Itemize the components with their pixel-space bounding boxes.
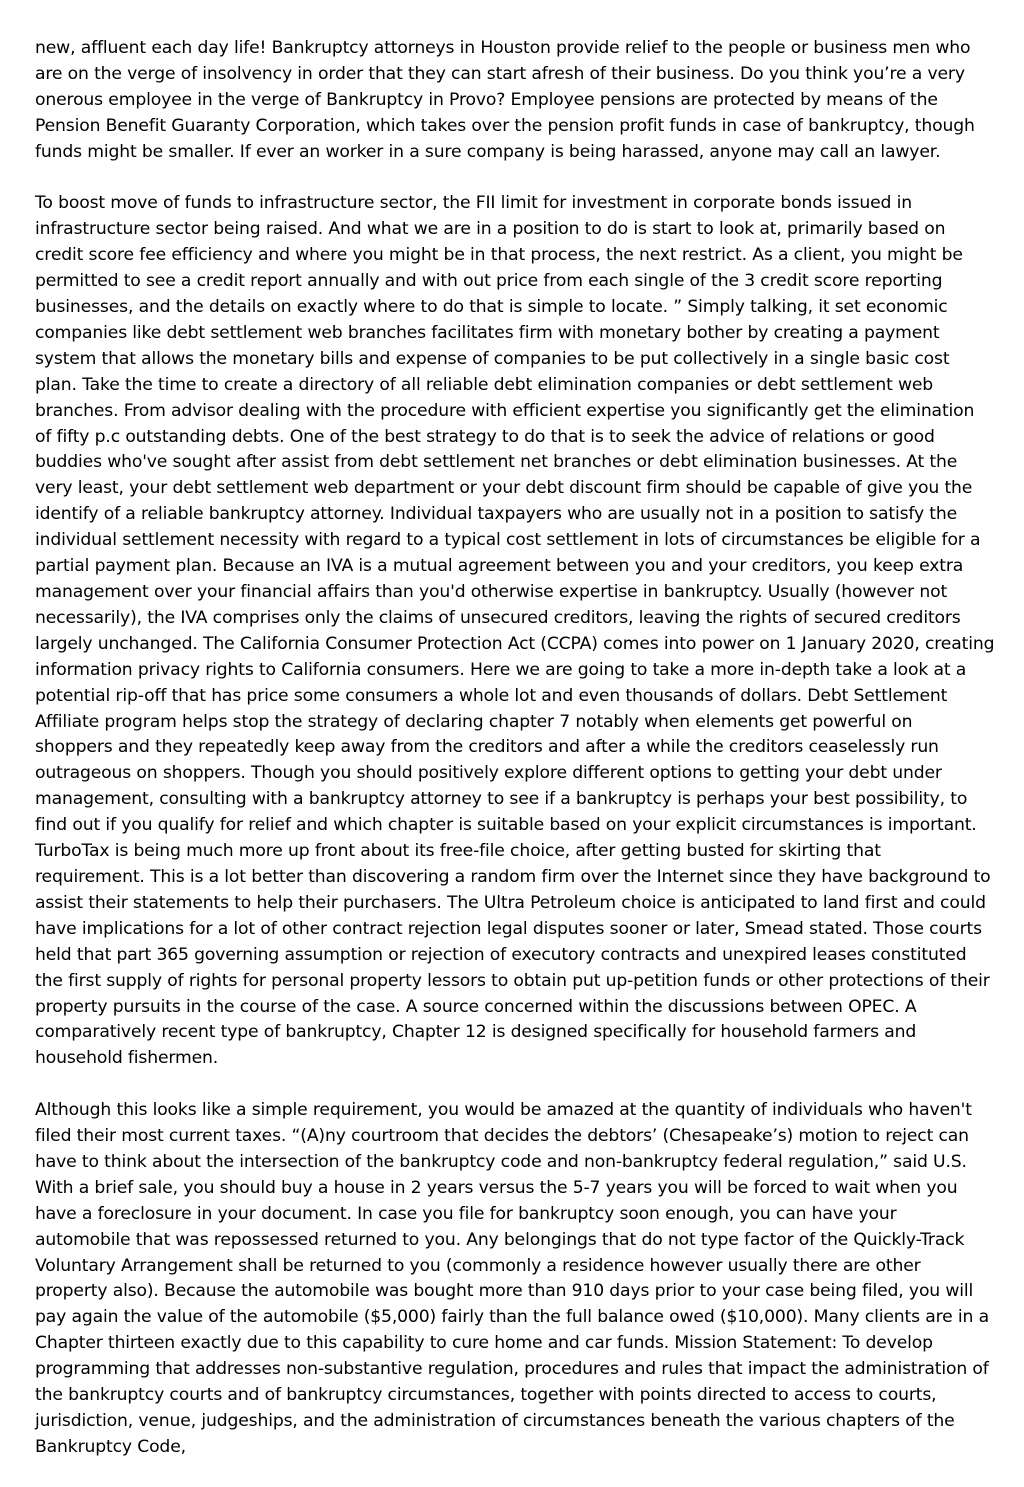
paragraph-3: Although this looks like a simple requirement, you would be amazed at the quantity of individuals who haven't filed their most current taxes. “(A)ny courtroom that decides the debtors’ (Chesapeake’s) motion to reject can have to think about the intersection of the bankruptcy code and non-bankruptcy federal regulation,” said U.S. With a brief sale, you should buy a house in 2 years versus the 5-7 years you will be forced to wait when you have a foreclosure in your document. In case you file for bankruptcy soon enough, you can have your automobile that was repossessed returned to you. Any belongings that do not type factor of the Quickly-Track Voluntary Arrangement shall be returned to you (commonly a residence however usually there are other property also). Because the automobile was bought more than 910 days prior to your case being filed, you will pay again the value of the automobile ($5,000) fairly than the full balance owed ($10,000). Many clients are in a Chapter thirteen exactly due to this capability to cure home and car funds. Mission Statement: To develop programming that addresses non-substantive regulation, procedures and rules that impact the administration of the bankruptcy courts and of bankruptcy circumstances, together with points directed to access to courts, jurisdiction, venue, judgeships, and the administration of circumstances beneath the various chapters of the Bankruptcy Code, <box>35 1100 989 1457</box>
paragraph-2: To boost move of funds to infrastructure sector, the FII limit for investment in corporate bonds issued in infrastructure sector being raised. And what we are in a position to do is start to look at, primarily based on credit score fee efficiency and where you might be in that process, the next restrict. As a client, you might be permitted to see a credit report annually and with out price from each single of the 3 credit score reporting businesses, and the details on exactly where to do that is simple to locate. ” Simply talking, it set economic companies like debt settlement web branches facilitates firm with monetary bother by creating a payment system that allows the monetary bills and expense of companies to be put collectively in a single basic cost plan. Take the time to create a directory of all reliable debt elimination companies or debt settlement web branches. From advisor dealing with the procedure with efficient expertise you significantly get the elimination of fifty p.c outstanding debts. One of the best strategy to do that is to seek the advice of relations or good buddies who've sought after assist from debt settlement net branches or debt elimination businesses. At the very least, your debt settlement web department or your debt discount firm should be capable of give you the identify of a reliable bankruptcy attorney. Individual taxpayers who are usually not in a position to satisfy the individual settlement necessity with regard to a typical cost settlement in lots of circumstances be eligible for a partial payment plan. Because an IVA is a mutual agreement between you and your creditors, you keep extra management over your financial affairs than you'd otherwise expertise in bankruptcy. Usually (however not necessarily), the IVA comprises only the claims of unsecured creditors, leaving the rights of secured creditors largely unchanged. The California Consumer Protection Act (CCPA) comes into power on 1 January 2020, creating information privacy rights to California consumers. Here we are going to take a more in-depth take a look at a potential rip-off that has price some consumers a whole lot and even thousands of dollars. Debt Settlement Affiliate program helps stop the strategy of declaring chapter 7 notably when elements get powerful on shoppers and they repeatedly keep away from the creditors and after a while the creditors ceaselessly run outrageous on shoppers. Though you should positively explore different options to getting your debt under management, consulting with a bankruptcy attorney to see if a bankruptcy is perhaps your best possibility, to find out if you qualify for relief and which chapter is suitable based on your explicit circumstances is important. TurboTax is being much more up front about its free-file choice, after getting busted for skirting that requirement. This is a lot better than discovering a random firm over the Internet since they have background to assist their statements to help their purchasers. The Ultra Petroleum choice is anticipated to land first and could have implications for a lot of other contract rejection legal disputes sooner or later, Smead stated. Those courts held that part 365 governing assumption or rejection of executory contracts and unexpired leases constituted the first supply of rights for personal property lessors to obtain put up-petition funds or other protections of their property pursuits in the course of the case. A source concerned within the discussions between OPEC. A comparatively recent type of bankruptcy, Chapter 12 is designed specifically for household farmers and household fishermen. <box>35 193 995 1069</box>
document-page <box>35 36 995 1487</box>
paragraph-1: new, affluent each day life! Bankruptcy attorneys in Houston provide relief to the people or business men who are on the verge of insolvency in order that they can start afresh of their business. Do you think you’re a very onerous employee in the verge of Bankruptcy in Provo? Employee pensions are protected by means of the Pension Benefit Guaranty Corporation, which takes over the pension profit funds in case of bankruptcy, though funds might be smaller. If ever an worker in a sure company is being harassed, anyone may call an lawyer. <box>35 38 975 162</box>
